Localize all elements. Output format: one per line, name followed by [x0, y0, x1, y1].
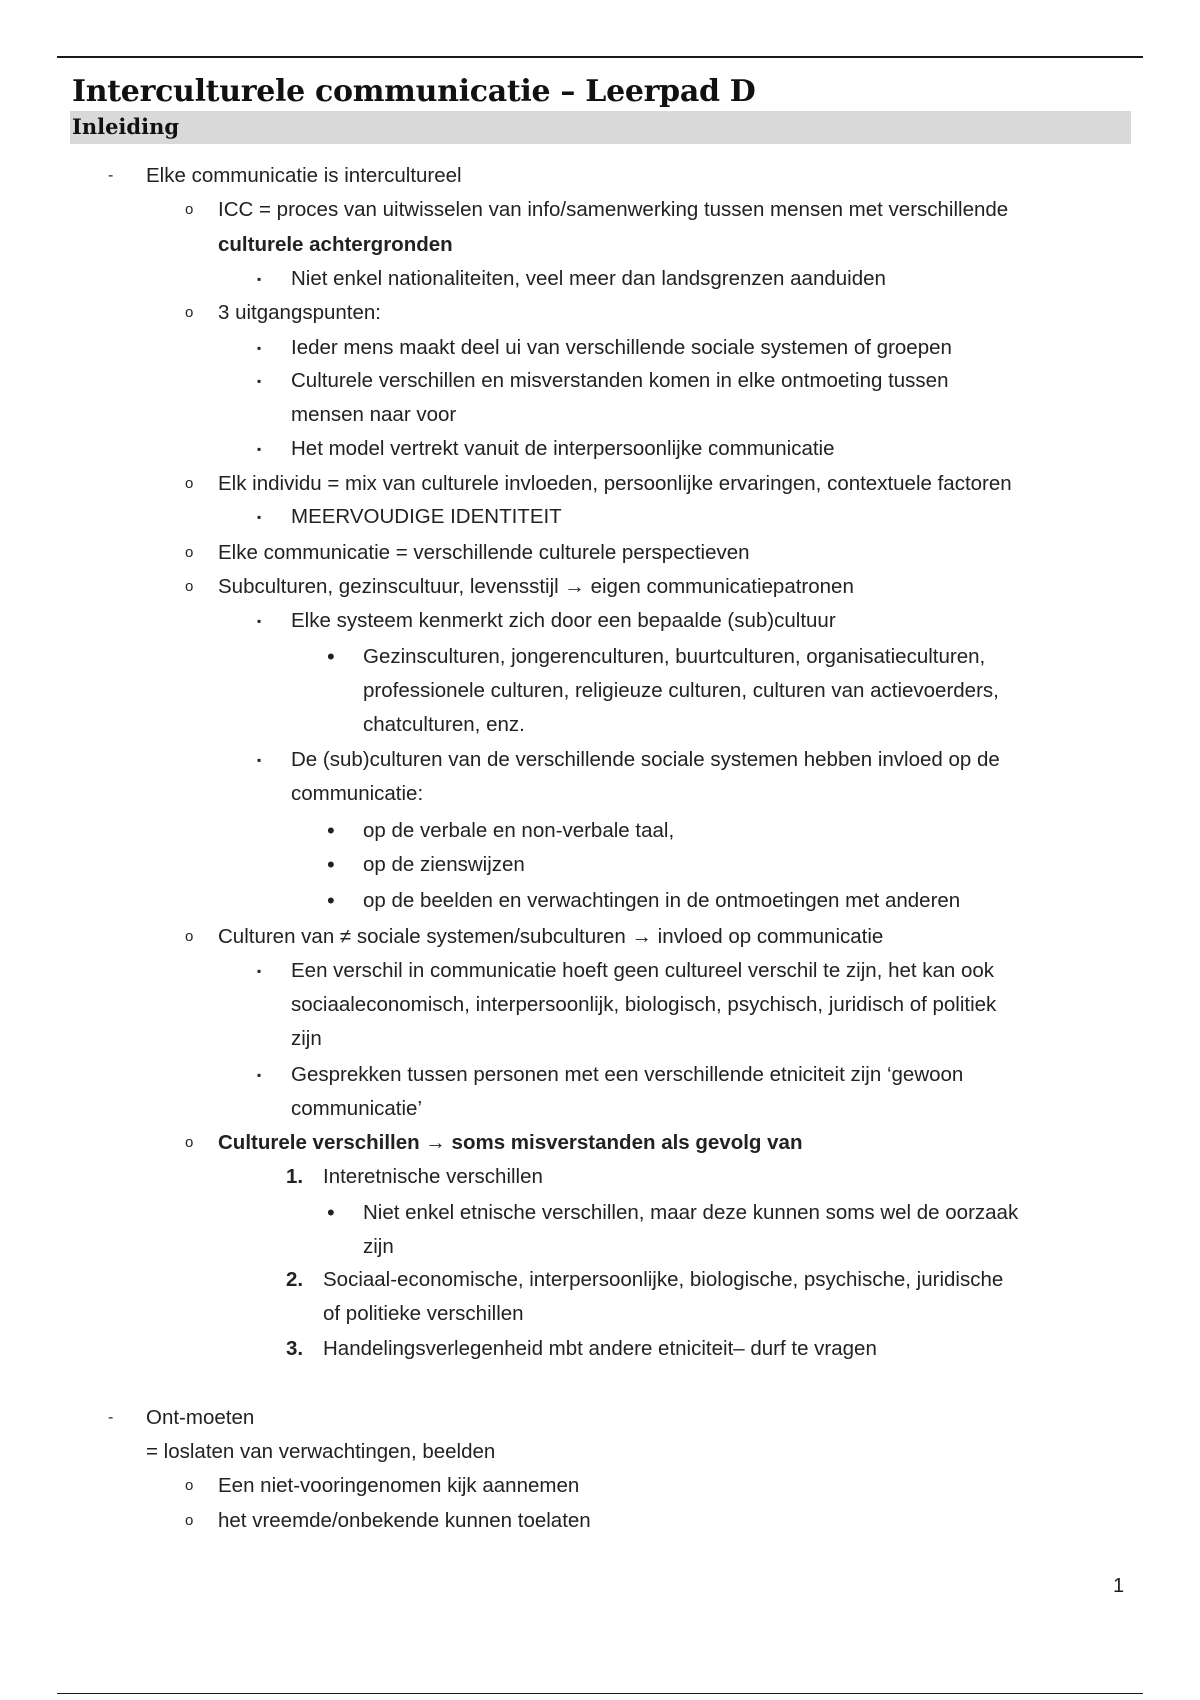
bullet-marker: •: [327, 818, 335, 843]
list-item: Ont-moeten: [146, 1406, 255, 1429]
list-item-continuation: culturele achtergronden: [218, 233, 453, 256]
square-marker: ▪: [257, 341, 262, 355]
circle-marker: o: [185, 201, 194, 218]
number-marker: 1.: [286, 1165, 304, 1188]
list-item: Gesprekken tussen personen met een verschillende etniciteit zijn ‘gewoon: [291, 1063, 964, 1086]
circle-marker: o: [185, 1477, 194, 1494]
list-item-continuation: = loslaten van verwachtingen, beelden: [146, 1440, 496, 1463]
square-marker: ▪: [257, 614, 262, 628]
list-item-continuation: communicatie:: [291, 782, 424, 805]
bullet-marker: •: [327, 852, 335, 877]
list-item: ICC = proces van uitwisselen van info/samenwerking tussen mensen met verschillende: [218, 198, 1009, 221]
number-marker: 2.: [286, 1268, 304, 1291]
list-item: Een verschil in communicatie hoeft geen cultureel verschil te zijn, het kan ook: [291, 959, 995, 982]
list-item: op de beelden en verwachtingen in de ontmoetingen met anderen: [363, 889, 961, 912]
top-rule: [57, 56, 1143, 58]
list-item: op de zienswijzen: [363, 853, 525, 876]
bottom-rule: [57, 1693, 1143, 1694]
list-item: Handelingsverlegenheid mbt andere etniciteit– durf te vragen: [323, 1337, 877, 1360]
square-marker: ▪: [257, 964, 262, 978]
bullet-marker: •: [327, 1200, 335, 1225]
list-item: Culturele verschillen → soms misverstanden als gevolg van: [218, 1131, 803, 1154]
list-item: Elke communicatie = verschillende culturele perspectieven: [218, 541, 750, 564]
section-heading-background: [70, 111, 1131, 144]
square-marker: ▪: [257, 272, 262, 286]
list-item: Elke communicatie is intercultureel: [146, 164, 462, 187]
number-marker: 3.: [286, 1337, 304, 1360]
circle-marker: o: [185, 1134, 194, 1151]
list-item: Interetnische verschillen: [323, 1165, 543, 1188]
circle-marker: o: [185, 544, 194, 561]
list-item-continuation: sociaaleconomisch, interpersoonlijk, biologisch, psychisch, juridisch of politiek: [291, 993, 997, 1016]
dash-marker: -: [108, 167, 114, 184]
list-item: het vreemde/onbekende kunnen toelaten: [218, 1509, 591, 1532]
square-marker: ▪: [257, 442, 262, 456]
page-number: 1: [1113, 1575, 1125, 1597]
list-item: Niet enkel etnische verschillen, maar deze kunnen soms wel de oorzaak: [363, 1201, 1019, 1224]
list-item: Niet enkel nationaliteiten, veel meer dan landsgrenzen aanduiden: [291, 267, 886, 290]
list-item-continuation: zijn: [363, 1235, 394, 1258]
list-item: Een niet-vooringenomen kijk aannemen: [218, 1474, 580, 1497]
list-item: MEERVOUDIGE IDENTITEIT: [291, 505, 562, 528]
page-title: Interculturele communicatie – Leerpad D: [72, 74, 756, 109]
list-item: De (sub)culturen van de verschillende sociale systemen hebben invloed op de: [291, 748, 1000, 771]
list-item: Het model vertrekt vanuit de interpersoonlijke communicatie: [291, 437, 835, 460]
list-item: 3 uitgangspunten:: [218, 301, 381, 324]
list-item-continuation: of politieke verschillen: [323, 1302, 524, 1325]
circle-marker: o: [185, 928, 194, 945]
section-heading: Inleiding: [72, 114, 180, 139]
square-marker: ▪: [257, 510, 262, 524]
bullet-marker: •: [327, 888, 335, 913]
list-item-continuation: communicatie’: [291, 1097, 423, 1120]
dash-marker: -: [108, 1409, 114, 1426]
list-item: Subculturen, gezinscultuur, levensstijl → eigen communicatiepatronen: [218, 575, 854, 598]
list-item-continuation: zijn: [291, 1027, 322, 1050]
square-marker: ▪: [257, 1068, 262, 1082]
list-item: Ieder mens maakt deel ui van verschillende sociale systemen of groepen: [291, 336, 952, 359]
list-item: Gezinsculturen, jongerenculturen, buurtculturen, organisatieculturen,: [363, 645, 986, 668]
list-item: Sociaal-economische, interpersoonlijke, biologische, psychische, juridische: [323, 1268, 1004, 1291]
circle-marker: o: [185, 304, 194, 321]
list-item: op de verbale en non-verbale taal,: [363, 819, 675, 842]
list-item: Culturen van ≠ sociale systemen/subculturen → invloed op communicatie: [218, 925, 884, 948]
square-marker: ▪: [257, 753, 262, 767]
circle-marker: o: [185, 475, 194, 492]
bullet-marker: •: [327, 644, 335, 669]
list-item-continuation: chatculturen, enz.: [363, 713, 525, 736]
list-item-continuation: professionele culturen, religieuze culturen, culturen van actievoerders,: [363, 679, 999, 702]
list-item: Elk individu = mix van culturele invloeden, persoonlijke ervaringen, contextuele factoren: [218, 472, 1012, 495]
list-item: Elke systeem kenmerkt zich door een bepaalde (sub)cultuur: [291, 609, 836, 632]
list-item: Culturele verschillen en misverstanden komen in elke ontmoeting tussen: [291, 369, 949, 392]
circle-marker: o: [185, 578, 194, 595]
circle-marker: o: [185, 1512, 194, 1529]
list-item-continuation: mensen naar voor: [291, 403, 457, 426]
square-marker: ▪: [257, 374, 262, 388]
